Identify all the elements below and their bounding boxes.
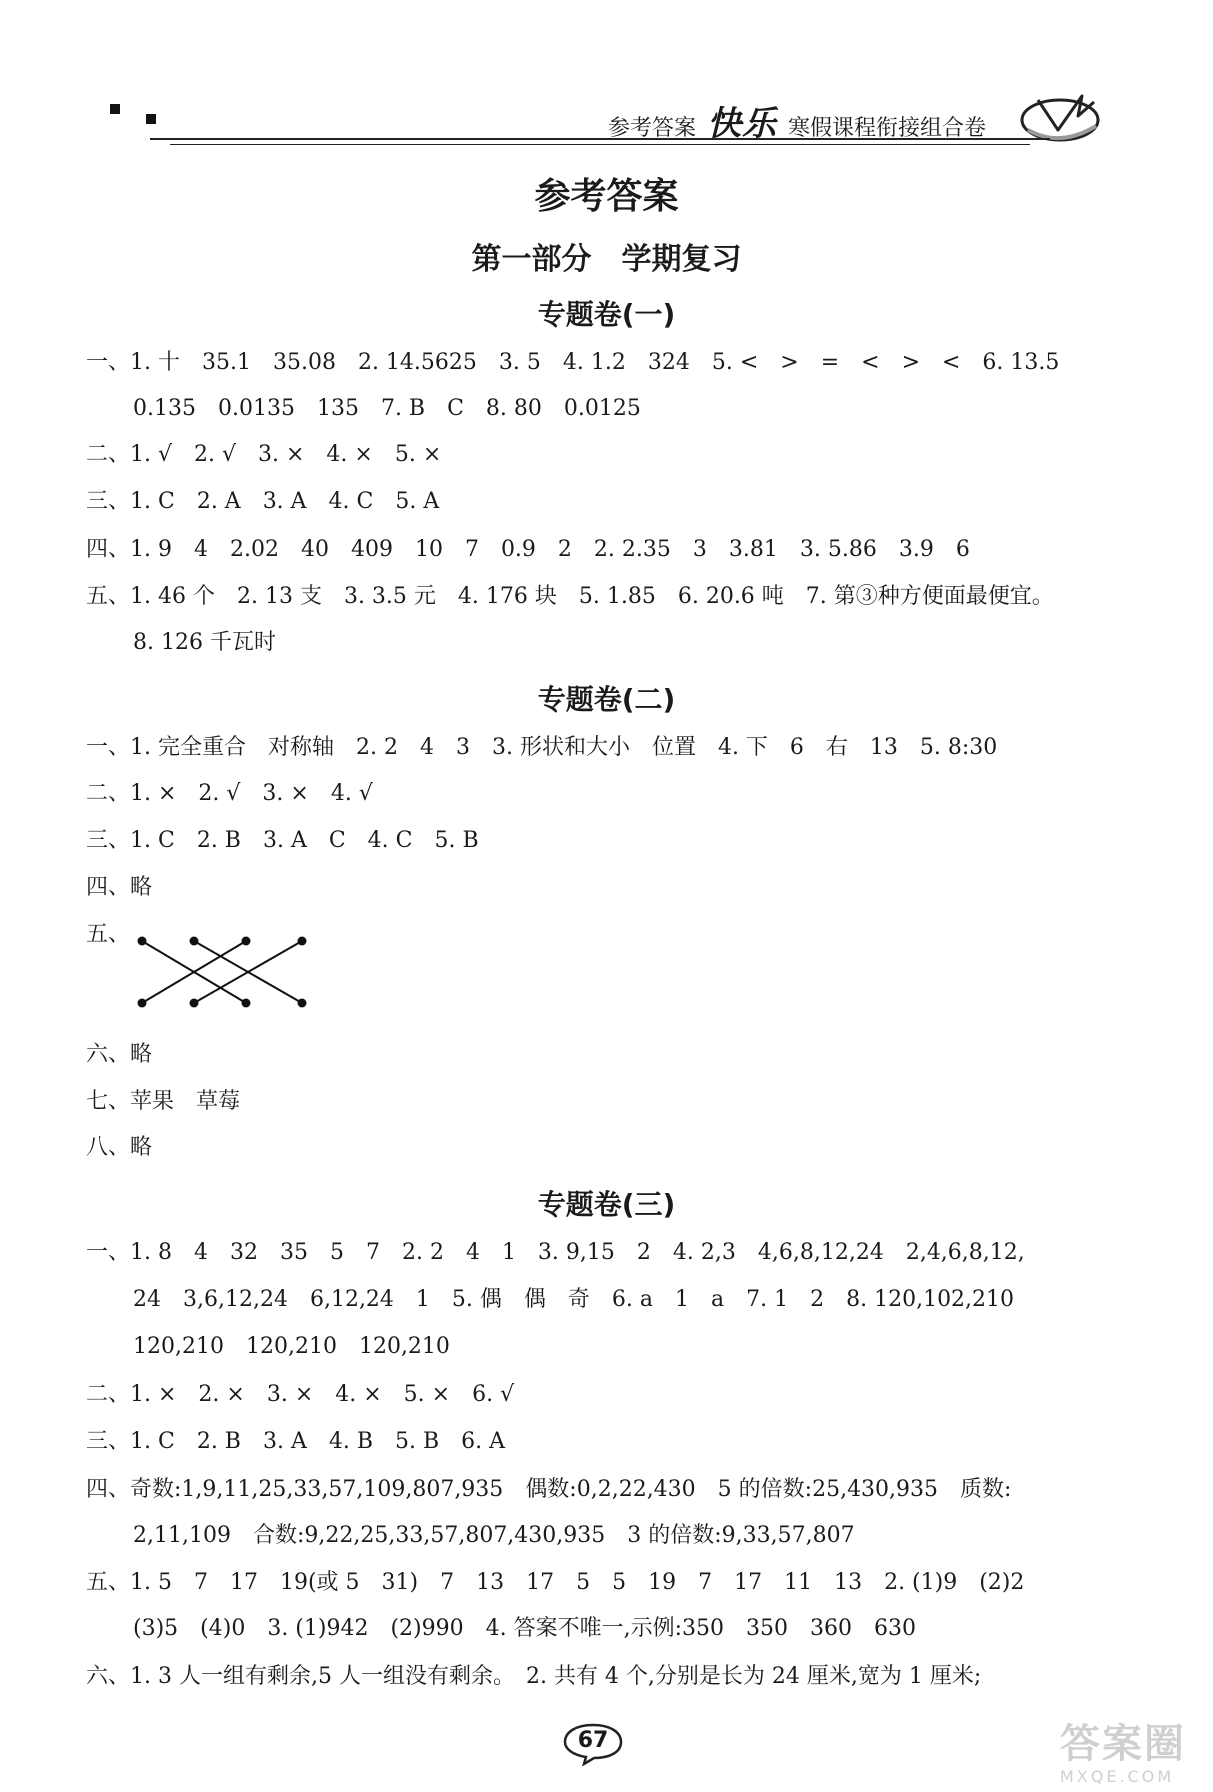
answer-line: 一、1. 8 4 32 35 5 7 2. 2 4 1 3. 9,15 2 4. 2,3 4,6,8,12,24 2,4,6,8,12, — [86, 1240, 1025, 1265]
answer-line: 八、略 — [86, 1135, 153, 1160]
answer-line: 8. 126 千瓦时 — [133, 630, 276, 655]
book-logo-icon — [1020, 86, 1100, 144]
page-number-badge — [562, 1722, 624, 1766]
answer-line: 七、苹果 草莓 — [86, 1089, 241, 1114]
section-title: 专题卷(二) — [537, 683, 676, 716]
answer-line: 二、1. × 2. √ 3. × 4. √ — [86, 781, 373, 806]
answer-line: 二、1. √ 2. √ 3. × 4. × 5. × — [86, 442, 442, 467]
header-rule-thin — [170, 144, 1030, 145]
answer-line: 六、略 — [86, 1042, 153, 1067]
answer-line: 120,210 120,210 120,210 — [133, 1334, 450, 1359]
header-rule — [150, 138, 1050, 140]
section-title: 专题卷(一) — [537, 298, 676, 331]
matching-lines-diagram — [130, 925, 320, 1015]
header-brand: 快乐 — [707, 104, 778, 144]
answer-line: (3)5 (4)0 3. (1)942 (2)990 4. 答案不唯一,示例:350 350 360 630 — [133, 1616, 916, 1641]
answer-line: 四、略 — [86, 875, 153, 900]
watermark-logo — [1060, 1712, 1210, 1792]
answer-line: 五、1. 5 7 17 19(或 5 31) 7 13 17 5 5 19 7 17 11 13 2. (1)9 (2)2 — [86, 1570, 1025, 1595]
answer-line: 五、 — [86, 922, 131, 947]
answer-line: 二、1. × 2. × 3. × 4. × 5. × 6. √ — [86, 1382, 515, 1407]
answer-line: 三、1. C 2. B 3. A C 4. C 5. B — [86, 828, 479, 853]
watermark-text: 答案圈 — [1060, 1721, 1186, 1767]
page-number: 67 — [577, 1728, 609, 1753]
header-series: 寒假课程衔接组合卷 — [788, 116, 987, 141]
answer-line: 0.135 0.0135 135 7. B C 8. 80 0.0125 — [133, 396, 641, 421]
answer-line: 三、1. C 2. B 3. A 4. B 5. B 6. A — [86, 1429, 506, 1454]
answer-line: 一、1. 十 35.1 35.08 2. 14.5625 3. 5 4. 1.2 324 5. < > = < > < 6. 13.5 — [86, 350, 1060, 375]
answer-line: 五、1. 46 个 2. 13 支 3. 3.5 元 4. 176 块 5. 1.85 6. 20.6 吨 7. 第③种方便面最便宜。 — [86, 584, 1054, 609]
watermark-url: MXQE.COM — [1060, 1767, 1175, 1786]
answer-line: 2,11,109 合数:9,22,25,33,57,807,430,935 3 的倍数:9,33,57,807 — [133, 1523, 855, 1548]
answer-line: 四、奇数:1,9,11,25,33,57,109,807,935 偶数:0,2,22,430 5 的倍数:25,430,935 质数: — [86, 1477, 1012, 1502]
answer-line: 三、1. C 2. A 3. A 4. C 5. A — [86, 489, 440, 514]
header-square-decoration — [146, 114, 156, 124]
header-square-decoration — [110, 104, 120, 114]
answer-line: 一、1. 完全重合 对称轴 2. 2 4 3 3. 形状和大小 位置 4. 下 6 右 13 5. 8:30 — [86, 735, 998, 760]
main-title: 参考答案 — [534, 176, 679, 217]
header-label: 参考答案 — [608, 116, 697, 141]
answer-line: 24 3,6,12,24 6,12,24 1 5. 偶 偶 奇 6. a 1 a 7. 1 2 8. 120,102,210 — [133, 1287, 1015, 1312]
answer-line: 六、1. 3 人一组有剩余,5 人一组没有剩余。 2. 共有 4 个,分别是长为 24 厘米,宽为 1 厘米; — [86, 1664, 982, 1689]
part-title: 第一部分 学期复习 — [471, 242, 742, 277]
answer-line: 四、1. 9 4 2.02 40 409 10 7 0.9 2 2. 2.35 3 3.81 3. 5.86 3.9 6 — [86, 537, 970, 562]
section-title: 专题卷(三) — [537, 1188, 676, 1221]
page-header — [0, 78, 1213, 158]
